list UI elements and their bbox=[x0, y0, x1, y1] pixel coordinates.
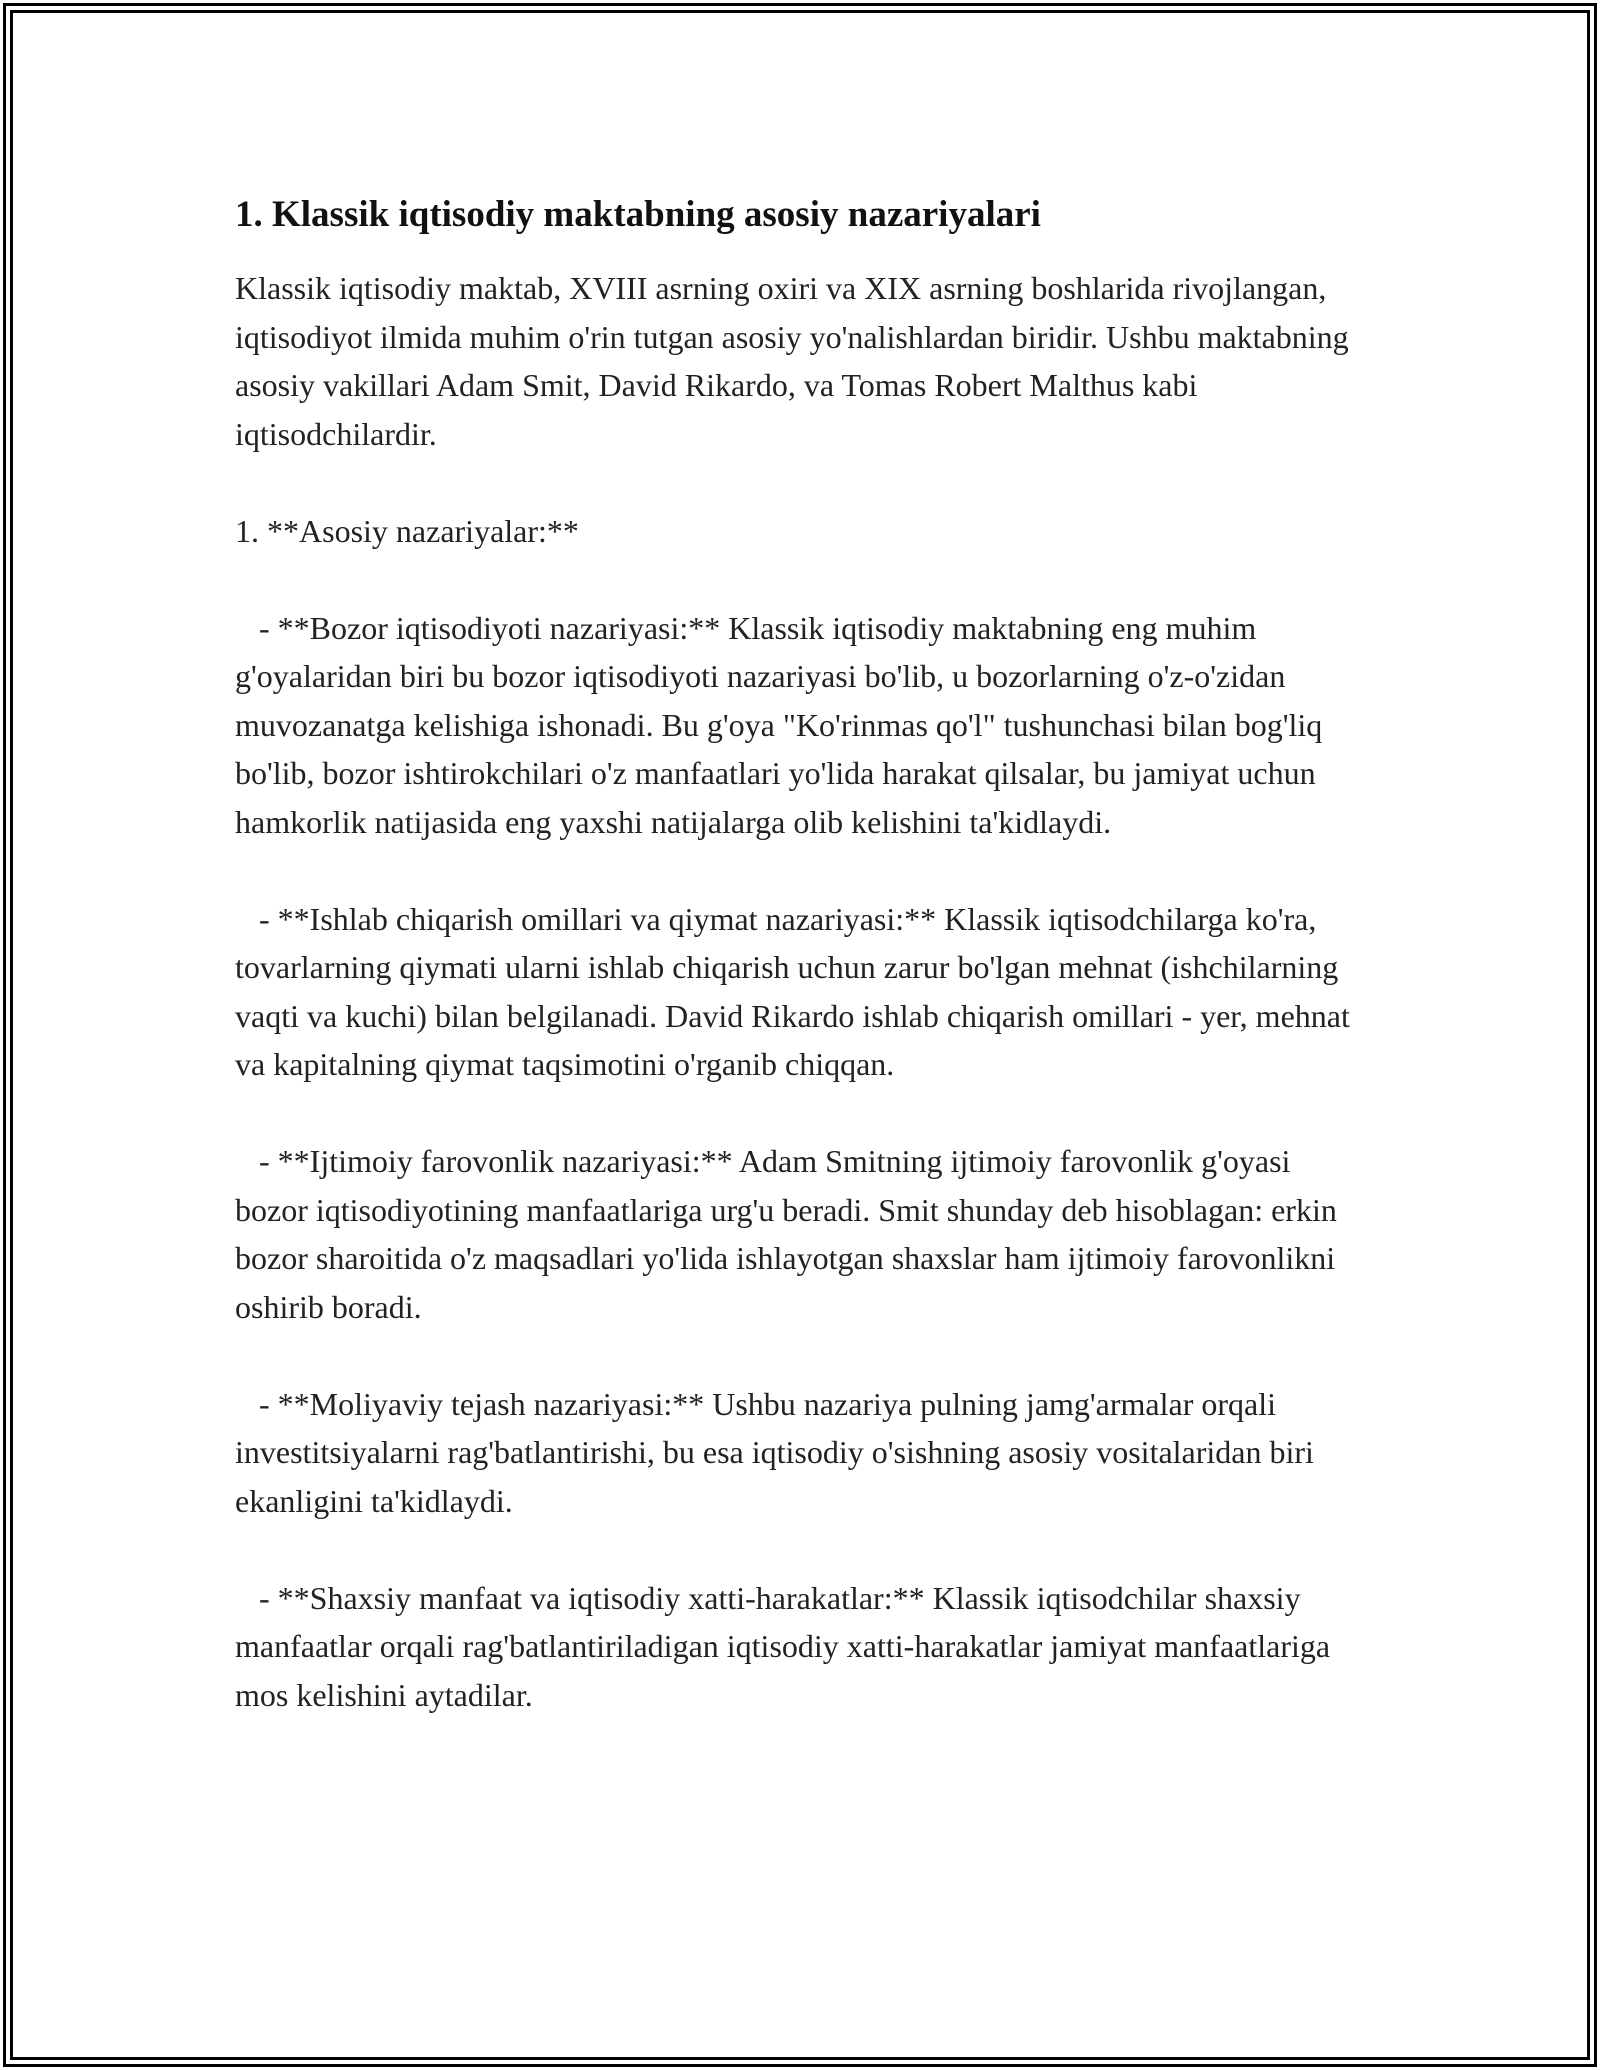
list-heading: 1. **Asosiy nazariyalar:** bbox=[235, 512, 579, 549]
list-item-shaxsiy-manfaat: - **Shaxsiy manfaat va iqtisodiy xatti-harakatlar:** Klassik iqtisodchilar shaxsiy manfaatlar orqali rag'batlantiriladigan iqtisodiy xatti-harakatlar jamiyat manfaatlariga mos kelishini aytadilar. bbox=[235, 1579, 1339, 1713]
paragraph-spacer bbox=[235, 1089, 1365, 1138]
section-heading: 1. Klassik iqtisodiy maktabning asosiy nazariyalari bbox=[235, 194, 1041, 235]
list-item-moliyaviy-tejash: - **Moliyaviy tejash nazariyasi:** Ushbu nazariya pulning jamg'armalar orqali investitsiyalarni rag'batlantirishi, bu esa iqtisodiy o'sishning asosiy vositalaridan biri ekanligini ta'kidlaydi. bbox=[235, 1385, 1322, 1519]
paragraph-spacer bbox=[235, 555, 1365, 604]
document-body bbox=[235, 186, 1365, 1719]
paragraph-spacer bbox=[235, 1331, 1365, 1380]
list-item-ijtimoiy-farovonlik: - **Ijtimoiy farovonlik nazariyasi:** Adam Smitning ijtimoiy farovonlik g'oyasi bozor iqtisodiyotining manfaatlariga urg'u beradi. Smit shunday deb hisoblagan: erkin bozor sharoitida o'z maqsadlari yo'lida ishlayotgan shaxslar ham ijtimoiy farovonlikni oshirib boradi. bbox=[235, 1143, 1345, 1325]
paragraph-spacer bbox=[235, 458, 1365, 507]
paragraph-spacer bbox=[235, 846, 1365, 895]
intro-paragraph: Klassik iqtisodiy maktab, XVIII asrning oxiri va XIX asrning boshlarida rivojlangan, iqtisodiyot ilmida muhim o'rin tutgan asosiy yo'nalishlardan biridir. Ushbu maktabning asosiy vakillari Adam Smit, David Rikardo, va Tomas Robert Malthus kabi iqtisodchilardir. bbox=[235, 270, 1357, 452]
list-item-qiymat-nazariyasi: - **Ishlab chiqarish omillari va qiymat nazariyasi:** Klassik iqtisodchilarga ko'ra, tovarlarning qiymati ularni ishlab chiqarish uchun zarur bo'lgan mehnat (ishchilarning vaqti va kuchi) bilan belgilanadi. David Rikardo ishlab chiqarish omillari - yer, mehnat va kapitalning qiymat taqsimotini o'rganib chiqqan. bbox=[235, 900, 1358, 1082]
list-item-bozor-iqtisodiyoti: - **Bozor iqtisodiyoti nazariyasi:** Klassik iqtisodiy maktabning eng muhim g'oyalaridan biri bu bozor iqtisodiyoti nazariyasi bo'lib, u bozorlarning o'z-o'zidan muvozanatga kelishiga ishonadi. Bu g'oya "Ko'rinmas qo'l" tushunchasi bilan bog'liq bo'lib, bozor ishtirokchilari o'z manfaatlari yo'lida harakat qilsalar, bu jamiyat uchun hamkorlik natijasida eng yaxshi natijalarga olib kelishini ta'kidlaydi. bbox=[235, 609, 1331, 840]
paragraph-spacer bbox=[235, 1525, 1365, 1574]
